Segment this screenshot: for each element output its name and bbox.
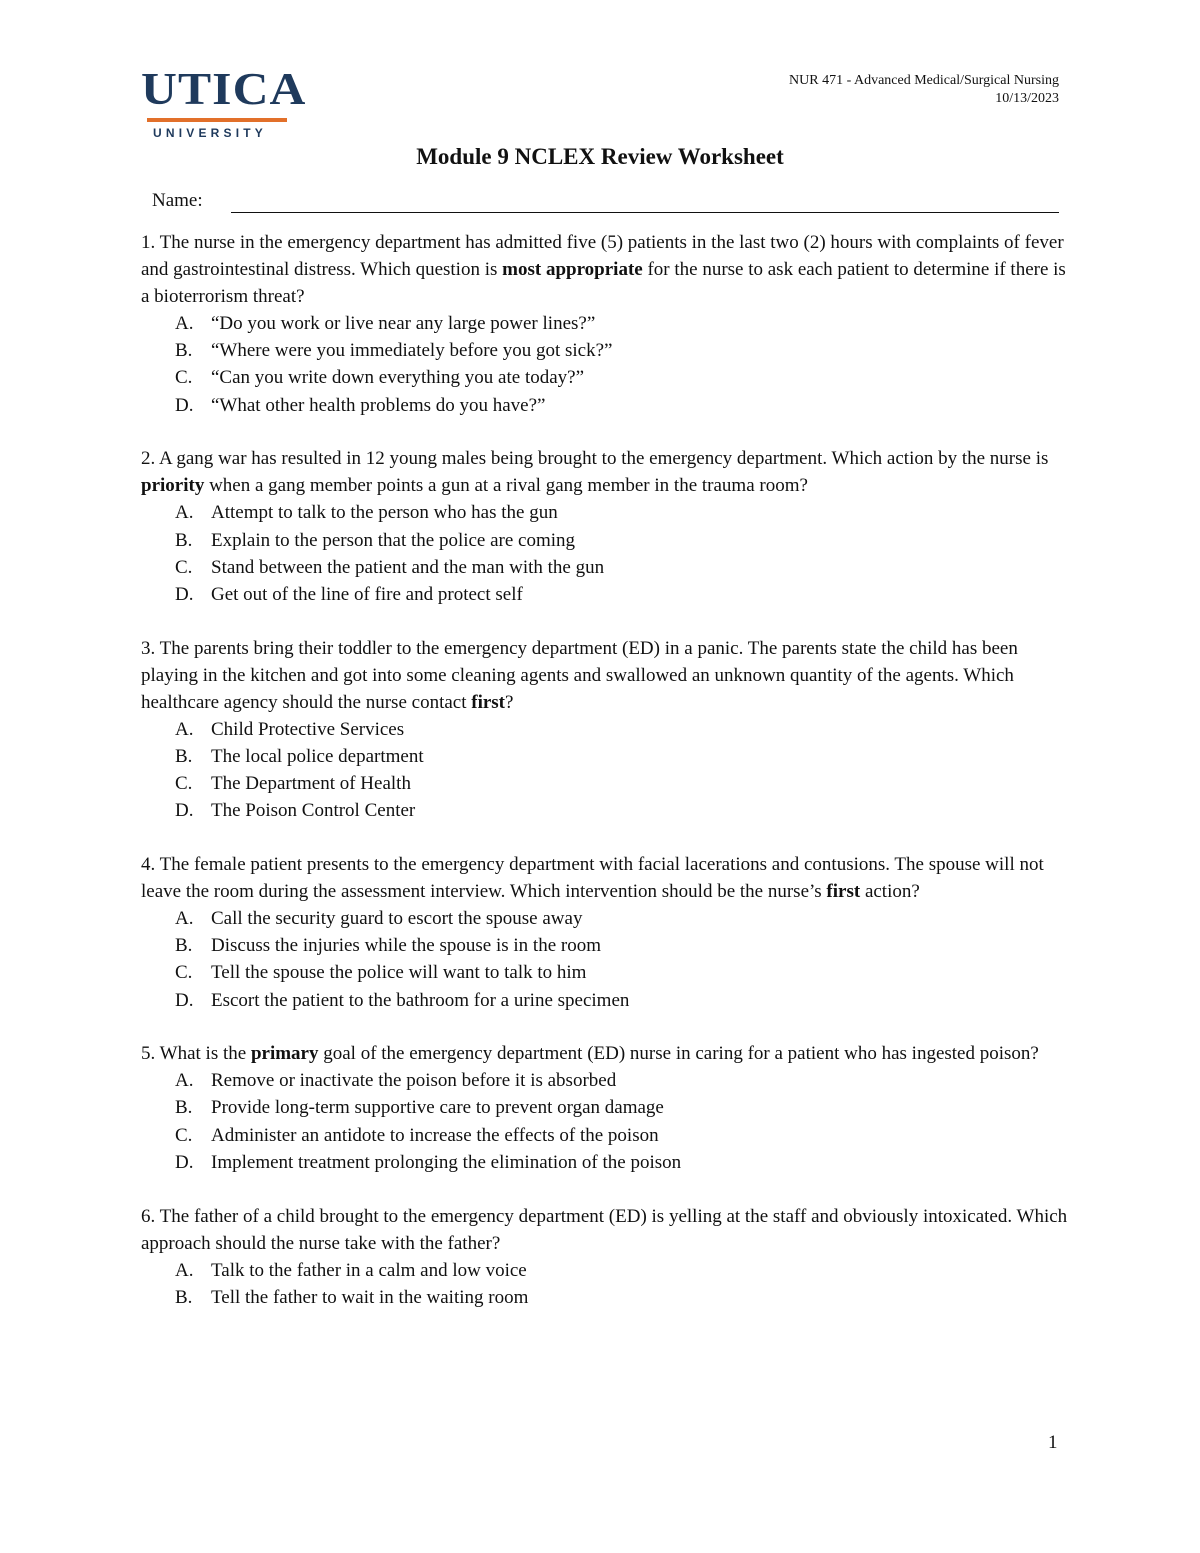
answer-options: [141, 905, 1071, 1014]
question-2: [141, 445, 1071, 608]
option-letter: B.: [175, 935, 193, 957]
option-text: Explain to the person that the police are coming: [211, 529, 576, 551]
answer-option: [141, 1257, 1071, 1284]
option-text: Remove or inactivate the poison before it is absorbed: [211, 1070, 617, 1092]
option-text: Talk to the father in a calm and low voice: [211, 1259, 527, 1281]
university-logo: [141, 63, 307, 140]
answer-option: [141, 743, 1071, 770]
logo-wordmark: UTICA: [141, 63, 307, 114]
answer-option: [141, 1149, 1071, 1176]
question-stem: [141, 635, 1071, 716]
option-text: Administer an antidote to increase the effects of the poison: [211, 1124, 659, 1146]
stem-text: for the nurse to ask each patient to determine if there is a bioterrorism threat?: [141, 259, 1066, 307]
page-title: Module 9 NCLEX Review Worksheet: [416, 144, 784, 169]
emphasis-text: priority: [141, 475, 205, 497]
stem-text: 2. A gang war has resulted in 12 young males being brought to the emergency department. Which action by the nurse is: [141, 448, 1049, 470]
name-field-line[interactable]: [231, 212, 1059, 213]
answer-option: [141, 797, 1071, 824]
option-text: Call the security guard to escort the spouse away: [211, 907, 583, 929]
answer-options: [141, 310, 1071, 419]
question-stem: [141, 1203, 1071, 1257]
option-letter: D.: [175, 989, 194, 1011]
stem-text: 5. What is the: [141, 1043, 251, 1065]
option-text: Tell the spouse the police will want to talk to him: [211, 962, 587, 984]
answer-option: [141, 392, 1071, 419]
option-letter: C.: [175, 773, 193, 795]
course-title: NUR 471 - Advanced Medical/Surgical Nursing: [789, 73, 1059, 88]
option-letter: C.: [175, 1124, 193, 1146]
option-letter: A.: [175, 502, 194, 524]
answer-option: [141, 987, 1071, 1014]
option-letter: D.: [175, 394, 194, 416]
question-1: [141, 229, 1071, 419]
option-text: Tell the father to wait in the waiting room: [211, 1286, 529, 1308]
answer-option: [141, 364, 1071, 391]
stem-text: 6. The father of a child brought to the emergency department (ED) is yelling at the staff and obviously intoxicated. Which approach should the nurse take with the father?: [141, 1205, 1068, 1254]
question-6: [141, 1203, 1071, 1311]
option-text: “What other health problems do you have?”: [211, 394, 546, 416]
option-letter: C.: [175, 962, 193, 984]
question-4: [141, 851, 1071, 1014]
stem-text: action?: [860, 880, 920, 902]
answer-option: [141, 499, 1071, 526]
answer-option: [141, 527, 1071, 554]
answer-option: [141, 770, 1071, 797]
answer-option: [141, 554, 1071, 581]
option-text: Stand between the patient and the man with the gun: [211, 556, 605, 578]
option-text: Get out of the line of fire and protect self: [211, 583, 523, 605]
stem-text: 4. The female patient presents to the emergency department with facial lacerations and contusions. The spouse will not leave the room during the assessment interview. Which intervention should be the nurse’s: [141, 853, 1044, 902]
emphasis-text: primary: [250, 1043, 319, 1065]
answer-options: [141, 499, 1071, 608]
stem-text: 3. The parents bring their toddler to the emergency department (ED) in a panic. The parents state the child has been playing in the kitchen and got into some cleaning agents and swallowed an unknown quantity of the agents. Which healthcare agency should the nurse contact: [141, 637, 1018, 713]
question-stem: [141, 1040, 1071, 1067]
stem-text: when a gang member points a gun at a rival gang member in the trauma room?: [204, 475, 808, 497]
emphasis-text: first: [826, 880, 861, 902]
option-text: Escort the patient to the bathroom for a urine specimen: [211, 989, 630, 1011]
option-letter: D.: [175, 1151, 194, 1173]
stem-text: ?: [505, 691, 514, 713]
option-text: The Poison Control Center: [211, 800, 416, 822]
logo-accent-bar: [147, 118, 287, 122]
page-number: 1: [1048, 1432, 1058, 1453]
answer-option: [141, 1094, 1071, 1121]
option-letter: B.: [175, 529, 193, 551]
answer-options: [141, 1067, 1071, 1176]
question-stem: [141, 229, 1071, 310]
option-text: Provide long-term supportive care to prevent organ damage: [211, 1097, 664, 1119]
answer-option: [141, 581, 1071, 608]
option-text: “Do you work or live near any large power lines?”: [211, 313, 596, 334]
question-stem: [141, 445, 1071, 499]
question-5: [141, 1040, 1071, 1176]
document-header: [789, 72, 1059, 108]
option-letter: B.: [175, 340, 193, 362]
answer-option: [141, 905, 1071, 932]
option-letter: A.: [175, 313, 194, 334]
question-stem: [141, 851, 1071, 905]
answer-option: [141, 310, 1071, 337]
stem-text: goal of the emergency department (ED) nurse in caring for a patient who has ingested poison?: [318, 1043, 1039, 1065]
stem-text: 1. The nurse in the emergency department has admitted five (5) patients in the last two (2) hours with complaints of fever and gastrointestinal distress. Which question is: [141, 232, 1064, 280]
option-letter: A.: [175, 907, 194, 929]
answer-option: [141, 932, 1071, 959]
question-3: [141, 635, 1071, 825]
question-list: [141, 229, 1071, 1337]
document-date: 10/13/2023: [995, 91, 1059, 106]
option-text: Implement treatment prolonging the elimination of the poison: [211, 1151, 682, 1173]
answer-option: [141, 1122, 1071, 1149]
logo-subtitle: UNIVERSITY: [153, 126, 268, 140]
option-letter: A.: [175, 718, 194, 740]
option-letter: B.: [175, 745, 193, 767]
emphasis-text: first: [471, 691, 506, 713]
option-text: Child Protective Services: [211, 718, 405, 740]
answer-option: [141, 716, 1071, 743]
name-label: Name:: [152, 190, 203, 211]
option-letter: D.: [175, 800, 194, 822]
answer-option: [141, 1067, 1071, 1094]
option-letter: D.: [175, 583, 194, 605]
answer-option: [141, 959, 1071, 986]
option-letter: B.: [175, 1097, 193, 1119]
option-letter: A.: [175, 1259, 194, 1281]
option-letter: C.: [175, 556, 193, 578]
option-text: “Can you write down everything you ate today?”: [211, 367, 585, 389]
answer-options: [141, 1257, 1071, 1311]
option-letter: C.: [175, 367, 193, 389]
option-letter: B.: [175, 1286, 193, 1308]
option-text: Discuss the injuries while the spouse is in the room: [211, 935, 601, 957]
option-text: The local police department: [211, 745, 424, 767]
emphasis-text: most appropriate: [502, 259, 643, 280]
option-letter: A.: [175, 1070, 194, 1092]
option-text: “Where were you immediately before you got sick?”: [211, 340, 613, 362]
answer-option: [141, 337, 1071, 364]
answer-options: [141, 716, 1071, 825]
option-text: The Department of Health: [211, 773, 411, 795]
option-text: Attempt to talk to the person who has the gun: [211, 502, 558, 524]
answer-option: [141, 1284, 1071, 1311]
